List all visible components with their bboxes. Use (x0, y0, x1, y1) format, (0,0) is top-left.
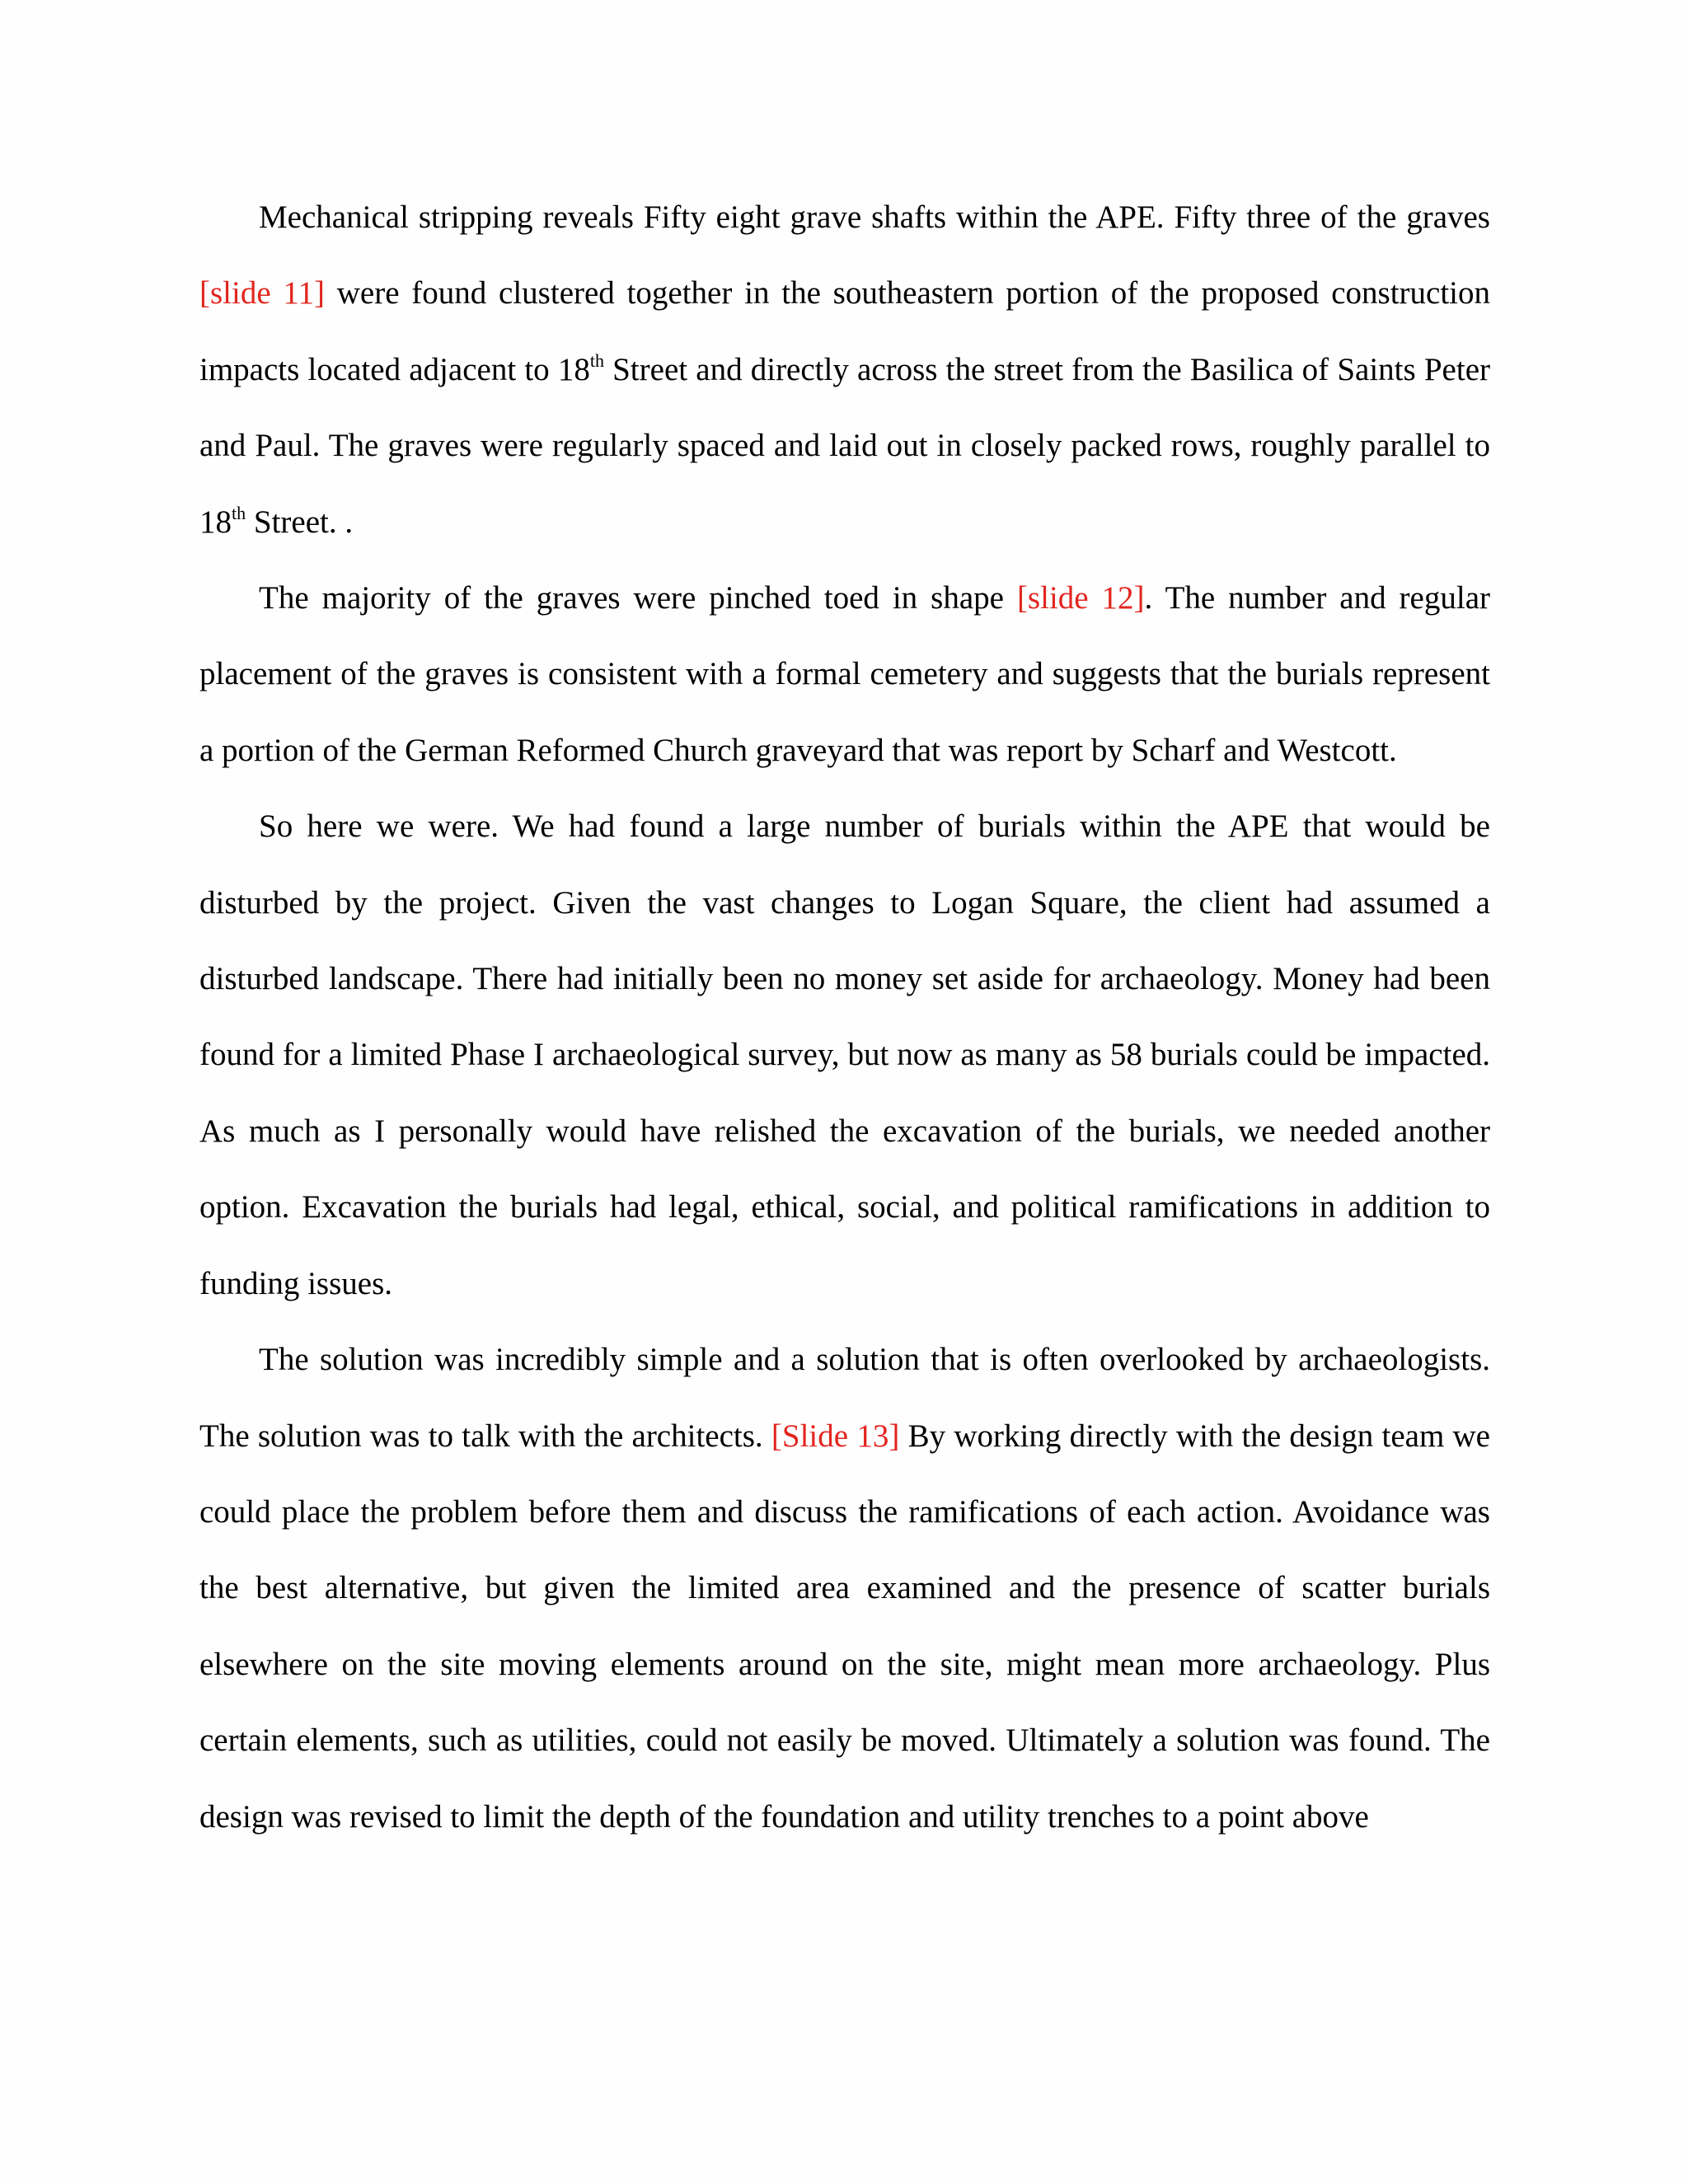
ordinal-superscript: th (589, 349, 604, 371)
slide-reference: [slide 12] (1016, 580, 1145, 616)
text-run: By working directly with the design team we could place the problem before them and discuss the ramifications of each action. Avoidance was the best alternative, but given the limited area examined and the presence of scatter burials elsewhere on the site moving elements around on the site, might mean more archaeology. Plus certain elements, such as utilities, could not easily be moved. Ultimately a solution was found. The design was revised to limit the depth of the foundation and utility trenches to a point above (199, 1418, 1490, 1835)
ordinal-superscript: th (232, 502, 246, 523)
document-body (199, 180, 1490, 1855)
paragraph-grave-shafts (199, 180, 1490, 560)
paragraph-burials-impact (199, 789, 1490, 1322)
text-run: Mechanical stripping reveals Fifty eight grave shafts within the APE. Fifty three of the graves (259, 199, 1490, 235)
text-run: were found clustered together in the southeastern portion of the proposed construction impacts located adjacent to 18 (199, 275, 1490, 387)
text-run: The solution was incredibly simple and a solution that is often overlooked by archaeologists. The solution was to talk with the architects. (199, 1342, 1490, 1454)
text-run: So here we were. We had found a large number of burials within the APE that would be disturbed by the project. Given the vast changes to Logan Square, the client had assumed a disturbed landscape. There had initially been no money set aside for archaeology. Money had been found for a limited Phase I archaeological survey, but now as many as 58 burials could be impacted. As much as I personally would have relished the excavation of the burials, we needed another option. Excavation the burials had legal, ethical, social, and political ramifications in addition to funding issues. (199, 808, 1490, 1301)
paragraph-solution (199, 1322, 1490, 1855)
text-run: The majority of the graves were pinched toed in shape (259, 580, 1017, 616)
text-run: . The number and regular placement of the graves is consistent with a formal cemetery and suggests that the burials represent a portion of the German Reformed Church graveyard that was report by Scharf and Westcott. (199, 580, 1490, 768)
text-run: Street. . (246, 504, 354, 540)
slide-reference: [slide 11] (199, 275, 325, 312)
slide-reference: [Slide 13] (771, 1418, 900, 1454)
paragraph-grave-shape (199, 560, 1490, 789)
text-run: Street and directly across the street from the Basilica of Saints Peter and Paul. The graves were regularly spaced and laid out in closely packed rows, roughly parallel to 18 (199, 351, 1490, 540)
